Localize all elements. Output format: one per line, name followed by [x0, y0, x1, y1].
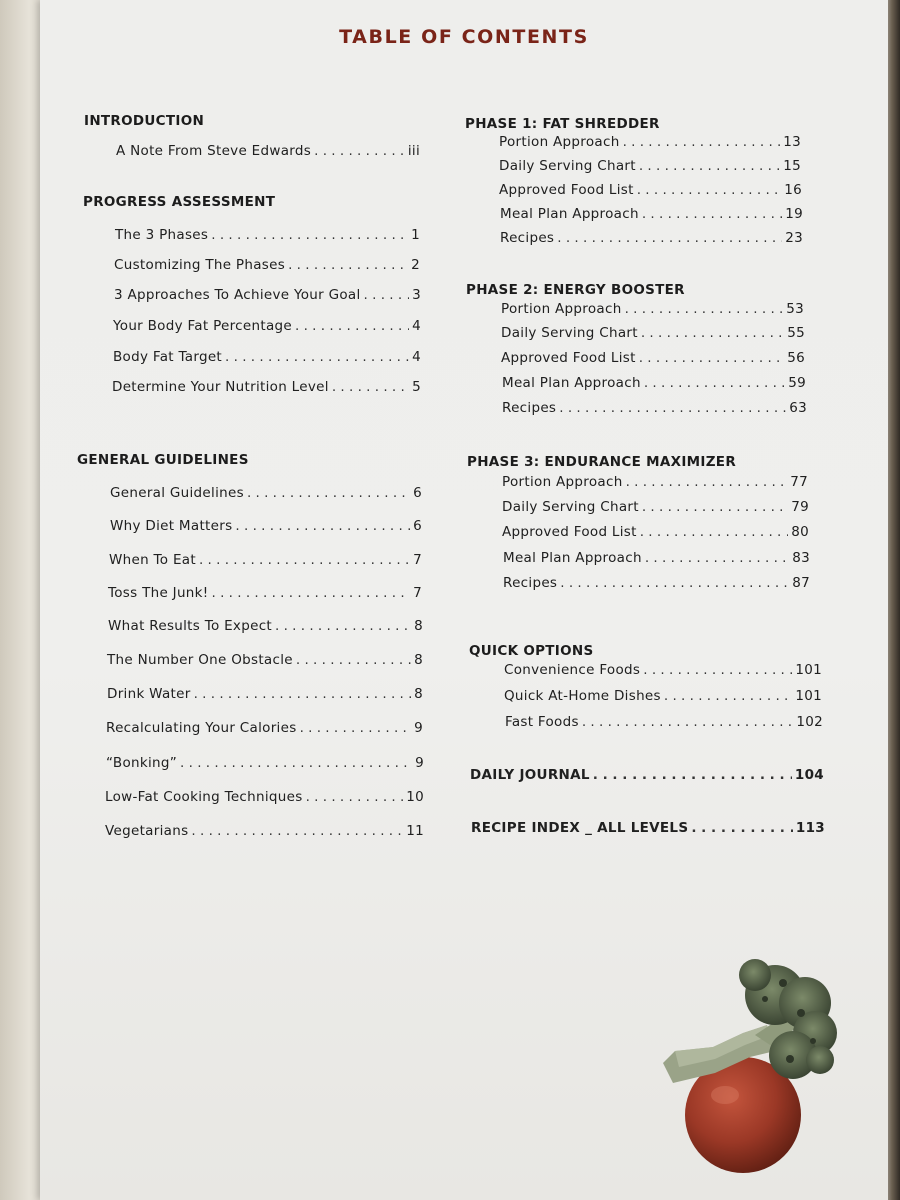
toc-entry-page: 77 [790, 474, 808, 490]
toc-entry-label: Why Diet Matters [110, 518, 233, 534]
toc-entry-page: 5 [412, 379, 421, 395]
toc-entry-label: Meal Plan Approach [502, 375, 641, 391]
toc-entry-page: 113 [795, 820, 825, 836]
dot-leader [557, 230, 782, 246]
toc-entry-page: 56 [787, 350, 805, 366]
toc-entry-label: Portion Approach [502, 474, 623, 490]
toc-entry-page: 80 [791, 524, 809, 540]
dot-leader [247, 485, 410, 501]
toc-entry-daily-journal[interactable] [470, 767, 824, 783]
toc-entry[interactable] [114, 287, 421, 303]
toc-entry-page: 53 [786, 301, 804, 317]
toc-entry-page: 87 [792, 575, 810, 591]
toc-entry-label: Convenience Foods [504, 662, 641, 678]
toc-entry[interactable] [107, 686, 423, 702]
section-heading-phase1: PHASE 1: FAT SHREDDER [465, 116, 660, 132]
dot-leader [288, 257, 408, 273]
toc-entry[interactable] [502, 375, 806, 391]
section-heading-quick-options: QUICK OPTIONS [469, 643, 594, 659]
dot-leader [643, 662, 792, 678]
toc-entry-page: 63 [789, 400, 807, 416]
toc-entry[interactable] [502, 499, 809, 515]
toc-entry-page: 4 [412, 318, 421, 334]
toc-entry-label: Drink Water [107, 686, 191, 702]
toc-entry-label: Portion Approach [501, 301, 622, 317]
toc-entry[interactable] [503, 550, 810, 566]
dot-leader [582, 714, 794, 730]
dot-leader [275, 618, 411, 634]
toc-entry-label: DAILY JOURNAL [470, 767, 590, 783]
toc-entry[interactable] [500, 230, 803, 246]
toc-entry-label: Determine Your Nutrition Level [112, 379, 329, 395]
toc-entry-page: 83 [792, 550, 810, 566]
dot-leader [641, 325, 784, 341]
toc-entry[interactable] [504, 662, 822, 678]
toc-entry[interactable] [504, 688, 822, 704]
toc-entry[interactable] [109, 552, 422, 568]
toc-entry-page: 16 [784, 182, 802, 198]
toc-entry-label: Quick At-Home Dishes [504, 688, 661, 704]
dot-leader [199, 552, 410, 568]
toc-entry-page: 9 [415, 755, 424, 771]
toc-entry-page: 55 [787, 325, 805, 341]
toc-entry[interactable] [502, 400, 807, 416]
dot-leader [644, 375, 785, 391]
toc-entry-label: Fast Foods [505, 714, 579, 730]
dot-leader [314, 143, 405, 159]
toc-entry-label: Recalculating Your Calories [106, 720, 297, 736]
section-heading-general: GENERAL GUIDELINES [77, 452, 249, 468]
toc-entry[interactable] [106, 720, 423, 736]
toc-entry[interactable] [501, 325, 805, 341]
toc-entry-label: The 3 Phases [115, 227, 209, 243]
toc-entry-page: 4 [412, 349, 421, 365]
toc-entry-page: 19 [785, 206, 803, 222]
dot-leader [664, 688, 792, 704]
toc-entry-page: iii [407, 143, 420, 159]
toc-entry-label: Portion Approach [499, 134, 620, 150]
toc-entry-page: 7 [413, 585, 422, 601]
toc-entry-label: Customizing The Phases [114, 257, 286, 273]
toc-entry-label: RECIPE INDEX _ ALL LEVELS [471, 820, 689, 836]
toc-entry-page: 13 [783, 134, 801, 150]
toc-entry-label: Approved Food List [501, 350, 636, 366]
toc-entry[interactable] [500, 206, 803, 222]
toc-entry-page: 10 [406, 789, 424, 805]
toc-entry-label: Body Fat Target [113, 349, 223, 365]
dot-leader [639, 350, 785, 366]
toc-entry-page: 101 [795, 688, 822, 704]
dot-leader [212, 585, 411, 601]
toc-entry[interactable] [106, 755, 424, 771]
toc-entry[interactable] [114, 257, 420, 273]
dot-leader [639, 158, 780, 174]
toc-entry-label: Recipes [502, 400, 557, 416]
dot-leader [637, 182, 782, 198]
toc-entry[interactable] [499, 158, 801, 174]
dot-leader [642, 206, 782, 222]
toc-entry-label: When To Eat [109, 552, 196, 568]
toc-entry-label: Daily Serving Chart [501, 325, 638, 341]
toc-entry-page: 15 [783, 158, 801, 174]
toc-entry-label: Recipes [503, 575, 558, 591]
toc-entry-page: 6 [413, 485, 422, 501]
toc-entry[interactable] [113, 349, 421, 365]
toc-entry[interactable] [502, 524, 809, 540]
toc-entry-page: 102 [796, 714, 823, 730]
dot-leader [191, 823, 403, 839]
dot-leader [626, 474, 788, 490]
section-heading-phase2: PHASE 2: ENERGY BOOSTER [466, 282, 685, 298]
dot-leader [691, 820, 793, 836]
toc-entry-page: 23 [785, 230, 803, 246]
toc-entry-label: Toss The Junk! [108, 585, 209, 601]
dot-leader [559, 400, 786, 416]
toc-entry-label: 3 Approaches To Achieve Your Goal [114, 287, 361, 303]
dot-leader [623, 134, 781, 150]
dot-leader [296, 652, 411, 668]
toc-entry-label: Meal Plan Approach [500, 206, 639, 222]
page-title: TABLE OF CONTENTS [339, 26, 589, 48]
section-heading-progress: PROGRESS ASSESSMENT [83, 194, 276, 210]
dot-leader [642, 499, 788, 515]
toc-entry[interactable] [108, 618, 423, 634]
toc-entry-page: 59 [788, 375, 806, 391]
toc-entry[interactable] [115, 227, 420, 243]
toc-entry-page: 104 [794, 767, 824, 783]
section-heading-phase3: PHASE 3: ENDURANCE MAXIMIZER [467, 454, 737, 470]
toc-entry[interactable] [501, 301, 804, 317]
toc-entry-page: 7 [413, 552, 422, 568]
toc-entry-label: Meal Plan Approach [503, 550, 642, 566]
toc-entry-label: Daily Serving Chart [502, 499, 639, 515]
toc-entry[interactable] [105, 823, 424, 839]
dot-leader [593, 767, 792, 783]
dot-leader [625, 301, 784, 317]
dot-leader [295, 318, 409, 334]
toc-entry-label: Low-Fat Cooking Techniques [105, 789, 303, 805]
toc-entry-label: Your Body Fat Percentage [113, 318, 293, 334]
toc-entry-recipe-index[interactable] [471, 820, 825, 836]
dot-leader [211, 227, 408, 243]
dot-leader [180, 755, 412, 771]
toc-entry[interactable] [108, 585, 422, 601]
dot-leader [306, 789, 404, 805]
toc-entry-label: A Note From Steve Edwards [116, 143, 312, 159]
toc-entry-page: 11 [406, 823, 424, 839]
toc-entry[interactable] [499, 134, 801, 150]
toc-entry-label: Recipes [500, 230, 555, 246]
toc-entry-page: 9 [414, 720, 423, 736]
toc-entry-label: General Guidelines [110, 485, 244, 501]
toc-entry-page: 79 [791, 499, 809, 515]
toc-entry-page: 1 [411, 227, 420, 243]
toc-entry[interactable] [499, 182, 802, 198]
toc-entry-label: What Results To Expect [108, 618, 273, 634]
toc-entry[interactable] [113, 318, 421, 334]
toc-entry-label: Vegetarians [105, 823, 189, 839]
dot-leader [640, 524, 789, 540]
toc-entry-page: 8 [414, 618, 423, 634]
dot-leader [300, 720, 412, 736]
toc-entry-page: 101 [795, 662, 822, 678]
toc-entry-page: 3 [412, 287, 421, 303]
dot-leader [364, 287, 410, 303]
dot-leader [645, 550, 789, 566]
dot-leader [235, 518, 410, 534]
toc-entry-page: 2 [411, 257, 420, 273]
toc-entry[interactable] [501, 350, 805, 366]
toc-entry-label: Approved Food List [502, 524, 637, 540]
toc-entry[interactable] [110, 518, 422, 534]
toc-entry-page: 6 [413, 518, 422, 534]
toc-entry[interactable] [502, 474, 808, 490]
toc-entry[interactable] [116, 143, 420, 159]
toc-entry[interactable] [107, 652, 423, 668]
toc-entry-page: 8 [414, 686, 423, 702]
section-heading-introduction: INTRODUCTION [84, 113, 205, 129]
toc-entry-label: The Number One Obstacle [107, 652, 293, 668]
broccoli-on-tomato-illustration [655, 955, 840, 1180]
dot-leader [560, 575, 789, 591]
toc-entry-label: Daily Serving Chart [499, 158, 636, 174]
dot-leader [194, 686, 412, 702]
toc-entry-label: Approved Food List [499, 182, 634, 198]
toc-entry[interactable] [505, 714, 823, 730]
toc-entry-label: “Bonking” [106, 755, 178, 771]
dot-leader [332, 379, 409, 395]
toc-entry[interactable] [112, 379, 421, 395]
toc-entry[interactable] [105, 789, 424, 805]
toc-entry-page: 8 [414, 652, 423, 668]
dot-leader [225, 349, 409, 365]
toc-entry[interactable] [110, 485, 422, 501]
toc-entry[interactable] [503, 575, 810, 591]
